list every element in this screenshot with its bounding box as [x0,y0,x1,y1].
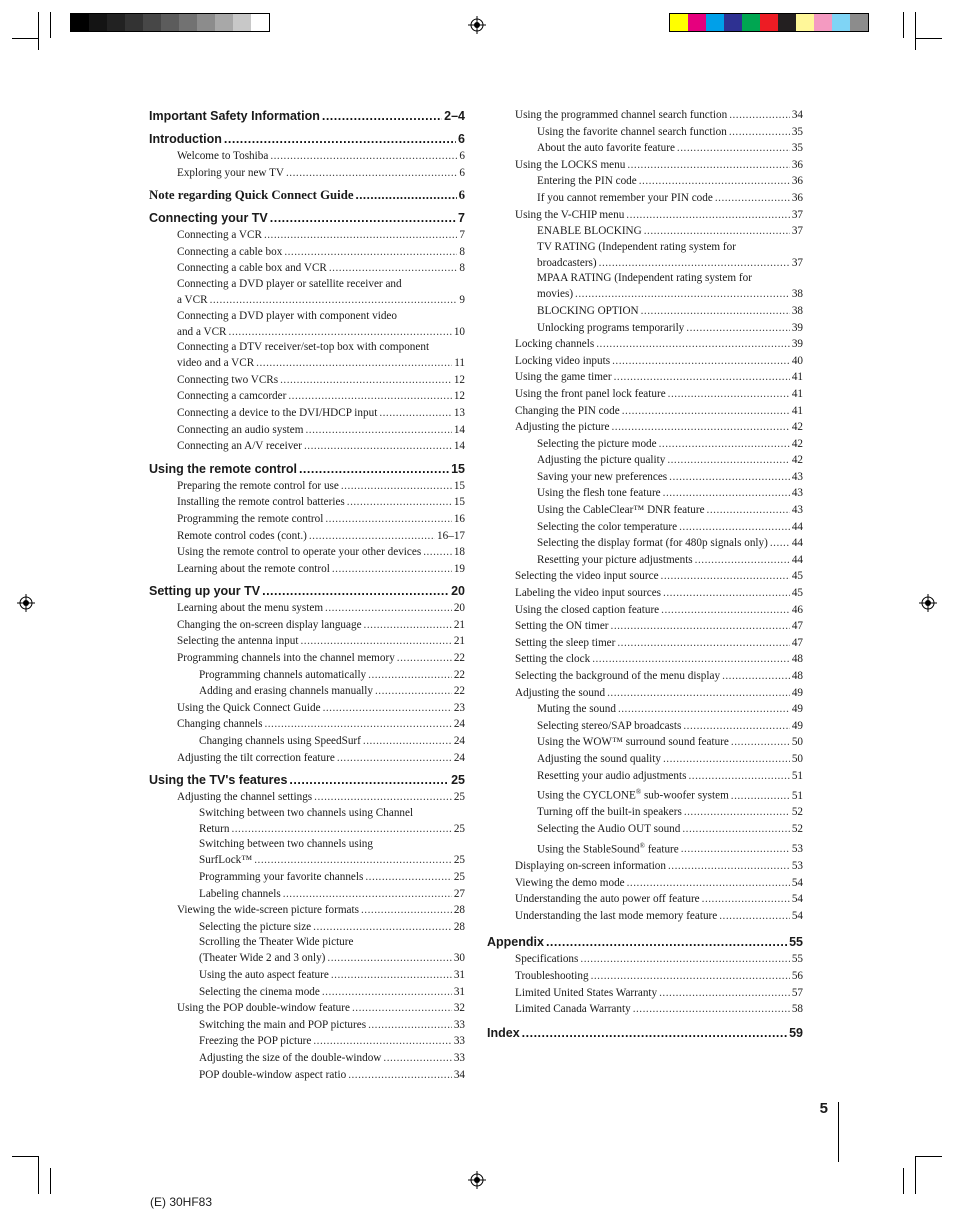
toc-subentry[interactable]: Using the favorite channel search function ..... 35 [487,124,803,141]
toc-subentry[interactable]: POP double-window aspect ratio ..... 34 [149,1067,465,1084]
color-swatch [71,14,89,31]
toc-entry[interactable]: Using the programmed channel search function ..... 34 [487,107,803,124]
toc-subentry[interactable]: Selecting the display format (for 480p signals only) ..... 44 [487,535,803,552]
color-swatch [251,14,269,31]
crop-mark [915,1156,916,1194]
color-swatch [143,14,161,31]
toc-subentry[interactable]: Muting the sound ..... 49 [487,701,803,718]
toc-entry[interactable]: Connecting a cable box and VCR ..... 8 [149,260,465,277]
toc-entry[interactable]: Viewing the wide-screen picture formats ..... 28 [149,902,465,919]
toc-entry[interactable]: Adjusting the channel settings ..... 25 [149,789,465,806]
registration-mark-icon [919,594,937,612]
toc-subentry[interactable]: BLOCKING OPTION ..... 38 [487,303,803,320]
crop-mark [50,12,51,38]
color-swatch [832,14,850,31]
toc-entry[interactable]: Connecting a DVD player with component video and a VCR ..... 10 [149,309,465,341]
toc-subentry[interactable]: Adjusting the picture quality ..... 42 [487,452,803,469]
color-swatch [688,14,706,31]
toc-heading[interactable]: Using the TV's features ..... 25 [149,771,465,789]
color-swatch [215,14,233,31]
toc-entry[interactable]: Using the remote control to operate your other devices ..... 18 [149,544,465,561]
toc-entry[interactable]: Connecting a camcorder ..... 12 [149,388,465,405]
crop-mark [916,38,942,39]
color-swatch [742,14,760,31]
toc-entry[interactable]: Learning about the remote control ..... 19 [149,561,465,578]
registration-mark-icon [468,16,486,34]
toc-left-column [149,107,465,1083]
toc-entry[interactable]: Changing channels ..... 24 [149,716,465,733]
toc-subentry[interactable]: Using the StableSound® feature ..... 53 [487,838,803,858]
toc-subentry[interactable]: Scrolling the Theater Wide picture (Theater Wide 2 and 3 only) ..... 30 [149,935,465,967]
toc-entry[interactable]: Connecting a VCR ..... 7 [149,227,465,244]
toc-subentry[interactable]: Programming your favorite channels ..... 25 [149,869,465,886]
toc-entry[interactable]: Connecting a DVD player or satellite receiver and a VCR ..... 9 [149,277,465,309]
toc-entry[interactable]: Using the POP double-window feature ..... 32 [149,1000,465,1017]
toc-heading[interactable]: Introduction ..... 6 [149,130,465,148]
toc-entry[interactable]: Adjusting the tilt correction feature ..... 24 [149,750,465,767]
registration-mark-icon [17,594,35,612]
toc-subentry[interactable]: Adjusting the sound quality ..... 50 [487,751,803,768]
toc-entry[interactable]: Installing the remote control batteries ..... 15 [149,494,465,511]
color-swatch [179,14,197,31]
toc-entry[interactable]: Limited United States Warranty ..... 57 [487,985,803,1002]
toc-subentry[interactable]: Switching the main and POP pictures ..... 33 [149,1017,465,1034]
crop-mark [903,1168,904,1194]
toc-subentry[interactable]: Resetting your picture adjustments ..... 44 [487,552,803,569]
color-swatch [233,14,251,31]
toc-entry[interactable]: Locking channels ..... 39 [487,336,803,353]
toc-subentry[interactable]: Adjusting the size of the double-window ..... 33 [149,1050,465,1067]
toc-entry[interactable]: Using the game timer ..... 41 [487,369,803,386]
toc-subentry[interactable]: Unlocking programs temporarily ..... 39 [487,320,803,337]
toc-entry[interactable]: Understanding the last mode memory feature ..... 54 [487,908,803,925]
toc-subentry[interactable]: Switching between two channels using Channel Return ..... 25 [149,806,465,838]
toc-entry[interactable]: Selecting the background of the menu display ..... 48 [487,668,803,685]
toc-subentry[interactable]: Using the WOW™ surround sound feature ..... 50 [487,734,803,751]
color-swatch [107,14,125,31]
toc-entry[interactable]: Exploring your new TV ..... 6 [149,165,465,182]
toc-subentry[interactable]: Saving your new preferences ..... 43 [487,469,803,486]
toc-subentry[interactable]: Labeling channels ..... 27 [149,886,465,903]
toc-subentry[interactable]: Freezing the POP picture ..... 33 [149,1033,465,1050]
toc-subentry[interactable]: Changing channels using SpeedSurf ..... 24 [149,733,465,750]
crop-mark [38,1156,39,1194]
toc-entry[interactable]: Using the V-CHIP menu ..... 37 [487,207,803,224]
toc-entry[interactable]: Welcome to Toshiba ..... 6 [149,148,465,165]
toc-subentry[interactable]: About the auto favorite feature ..... 35 [487,140,803,157]
toc-entry[interactable]: Using the LOCKS menu ..... 36 [487,157,803,174]
toc-subentry[interactable]: Selecting stereo/SAP broadcasts ..... 49 [487,718,803,735]
crop-mark [38,12,39,50]
toc-entry[interactable]: Programming the remote control ..... 16 [149,511,465,528]
toc-entry[interactable]: Connecting an audio system ..... 14 [149,422,465,439]
toc-subentry[interactable]: ENABLE BLOCKING ..... 37 [487,223,803,240]
registration-mark-icon [468,1171,486,1189]
toc-entry[interactable]: Adjusting the sound ..... 49 [487,685,803,702]
toc-entry[interactable]: Setting the ON timer ..... 47 [487,618,803,635]
toc-heading[interactable]: Index ..... 59 [487,1024,803,1042]
color-swatch [161,14,179,31]
toc-subentry[interactable]: Programming channels automatically ..... 22 [149,667,465,684]
toc-subentry[interactable]: Selecting the picture mode ..... 42 [487,436,803,453]
toc-subentry[interactable]: Using the CYCLONE® sub-woofer system ..... 51 [487,784,803,804]
toc-subentry[interactable]: Selecting the picture size ..... 28 [149,919,465,936]
toc-subentry[interactable]: Switching between two channels using SurfLock™ ..... 25 [149,837,465,869]
color-swatch [814,14,832,31]
color-swatch [778,14,796,31]
crop-mark [903,12,904,38]
toc-subentry[interactable]: Using the flesh tone feature ..... 43 [487,485,803,502]
toc-entry[interactable]: Changing the PIN code ..... 41 [487,403,803,420]
toc-subentry[interactable]: Turning off the built-in speakers ..... 52 [487,804,803,821]
toc-entry[interactable]: Remote control codes (cont.) ..... 16–17 [149,528,465,545]
toc-entry[interactable]: Selecting the antenna input ..... 21 [149,633,465,650]
crop-mark [50,1168,51,1194]
toc-entry[interactable]: Locking video inputs ..... 40 [487,353,803,370]
crop-mark [915,12,916,50]
toc-heading[interactable]: Connecting your TV ..... 7 [149,209,465,227]
toc-entry[interactable]: Connecting an A/V receiver ..... 14 [149,438,465,455]
footer-model-code: (E) 30HF83 [150,1195,213,1209]
toc-entry[interactable]: Using the Quick Connect Guide ..... 23 [149,700,465,717]
toc-subentry[interactable]: Adding and erasing channels manually ..... 22 [149,683,465,700]
toc-entry[interactable]: Connecting a device to the DVI/HDCP input ..... 13 [149,405,465,422]
toc-subentry[interactable]: Using the CableClear™ DNR feature ..... 43 [487,502,803,519]
toc-subentry[interactable]: Selecting the Audio OUT sound ..... 52 [487,821,803,838]
toc-entry[interactable]: Displaying on-screen information ..... 53 [487,858,803,875]
color-swatch [197,14,215,31]
toc-subentry[interactable]: Using the auto aspect feature ..... 31 [149,967,465,984]
toc-entry[interactable]: Setting the sleep timer ..... 47 [487,635,803,652]
toc-subentry[interactable]: Entering the PIN code ..... 36 [487,173,803,190]
toc-entry[interactable]: Specifications ..... 55 [487,951,803,968]
toc-entry[interactable]: Connecting two VCRs ..... 12 [149,372,465,389]
color-swatch [760,14,778,31]
toc-entry[interactable]: Troubleshooting ..... 56 [487,968,803,985]
toc-subentry[interactable]: MPAA RATING (Independent rating system for movies) ..... 38 [487,271,803,303]
toc-entry[interactable]: Setting the clock ..... 48 [487,651,803,668]
toc-heading[interactable]: Appendix ..... 55 [487,933,803,951]
color-swatch [706,14,724,31]
page-number: 5 [819,1100,828,1117]
process-color-bar [669,13,869,32]
toc-entry[interactable]: Connecting a DTV receiver/set-top box with component video and a VCR ..... 11 [149,340,465,372]
crop-mark [12,1156,38,1157]
toc-subentry[interactable]: Selecting the cinema mode ..... 31 [149,984,465,1001]
toc-entry[interactable]: Changing the on-screen display language ..... 21 [149,617,465,634]
toc-entry[interactable]: Connecting a cable box ..... 8 [149,244,465,261]
toc-subentry[interactable]: Selecting the color temperature ..... 44 [487,519,803,536]
color-swatch [850,14,868,31]
toc-entry[interactable]: Learning about the menu system ..... 20 [149,600,465,617]
color-swatch [125,14,143,31]
toc-subentry[interactable]: Resetting your audio adjustments ..... 51 [487,768,803,785]
toc-subentry[interactable]: If you cannot remember your PIN code ..... 36 [487,190,803,207]
color-swatch [724,14,742,31]
toc-entry[interactable]: Understanding the auto power off feature ..... 54 [487,891,803,908]
toc-entry[interactable]: Using the closed caption feature ..... 46 [487,602,803,619]
toc-entry[interactable]: Viewing the demo mode ..... 54 [487,875,803,892]
color-swatch [796,14,814,31]
toc-entry[interactable]: Selecting the video input source ..... 45 [487,568,803,585]
grayscale-color-bar [70,13,270,32]
toc-entry[interactable]: Adjusting the picture ..... 42 [487,419,803,436]
toc-entry[interactable]: Using the front panel lock feature ..... 41 [487,386,803,403]
toc-heading[interactable]: Setting up your TV ..... 20 [149,582,465,600]
toc-entry[interactable]: Programming channels into the channel memory ..... 22 [149,650,465,667]
toc-heading[interactable]: Using the remote control ..... 15 [149,460,465,478]
toc-heading[interactable]: Important Safety Information ..... 2–4 [149,107,465,125]
toc-right-column [487,107,803,1042]
trim-line [838,1102,839,1162]
crop-mark [916,1156,942,1157]
toc-entry[interactable]: Labeling the video input sources ..... 45 [487,585,803,602]
toc-heading[interactable]: Note regarding Quick Connect Guide ..... 6 [149,186,465,204]
toc-entry[interactable]: Preparing the remote control for use ..... 15 [149,478,465,495]
toc-subentry[interactable]: TV RATING (Independent rating system for broadcasters) ..... 37 [487,240,803,272]
color-swatch [670,14,688,31]
toc-entry[interactable]: Limited Canada Warranty ..... 58 [487,1001,803,1018]
color-swatch [89,14,107,31]
crop-mark [12,38,38,39]
